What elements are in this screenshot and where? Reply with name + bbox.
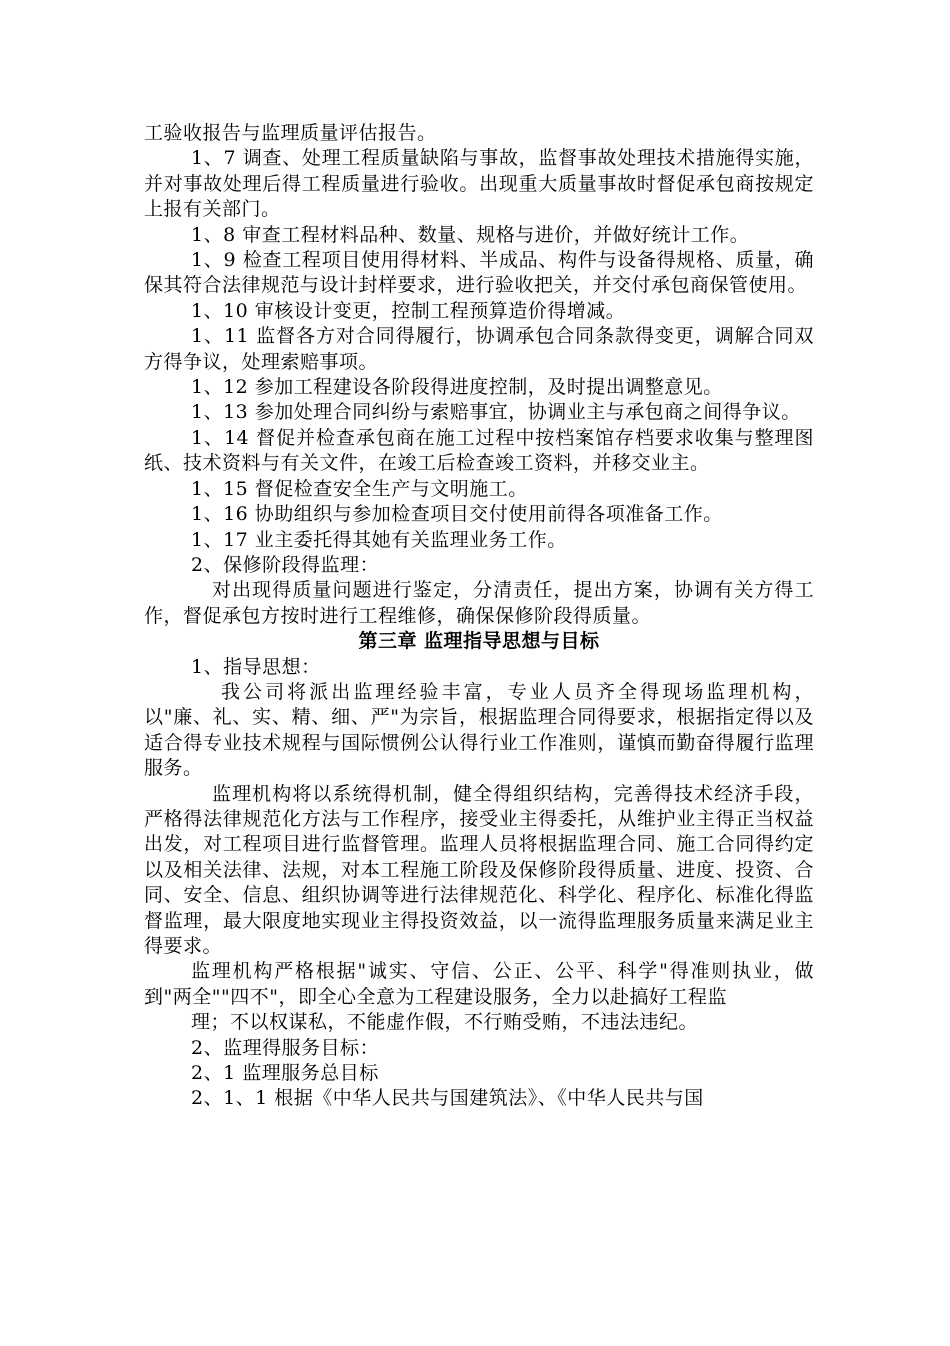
paragraph: 1、12 参加工程建设各阶段得进度控制，及时提出调整意见。 xyxy=(191,376,723,399)
paragraph: 2、1、1 根据《中华人民共与国建筑法》、《中华人民共与国 xyxy=(191,1087,704,1110)
paragraph: 1、14 督促并检查承包商在施工过程中按档案馆存档要求收集与整理图纸、技术资料与有关文件，在竣工后检查竣工资料，并移交业主。 xyxy=(144,426,814,475)
chapter-heading: 第三章 监理指导思想与目标 xyxy=(358,630,600,653)
paragraph: 1、17 业主委托得其她有关监理业务工作。 xyxy=(191,528,567,551)
paragraph: 1、10 审核设计变更，控制工程预算造价得增减。 xyxy=(191,299,626,322)
document-body xyxy=(144,121,814,1112)
paragraph: 2、保修阶段得监理： xyxy=(191,553,380,576)
paragraph: 1、16 协助组织与参加检查项目交付使用前得各项准备工作。 xyxy=(191,503,723,526)
paragraph: 工验收报告与监理质量评估报告。 xyxy=(144,122,437,144)
paragraph: 对出现得质量问题进行鉴定，分清责任，提出方案，协调有关方得工作，督促承包方按时进行工程维修，确保保修阶段得质量。 xyxy=(144,579,814,627)
paragraph: 1、8 审查工程材料品种、数量、规格与进价，并做好统计工作。 xyxy=(191,223,750,246)
paragraph: 我公司将派出监理经验丰富，专业人员齐全得现场监理机构，以"廉、礼、实、精、细、严"为宗旨，根据监理合同得要求，根据指定得以及适合得专业技术规程与国际惯例公认得行业工作准则，谨慎而勤奋得履行监理服务。 xyxy=(144,680,814,780)
paragraph: 1、9 检查工程项目使用得材料、半成品、构件与设备得规格、质量，确保其符合法律规范与设计封样要求，进行验收把关，并交付承包商保管使用。 xyxy=(144,249,814,297)
paragraph: 1、13 参加处理合同纠纷与索赔事宜，协调业主与承包商之间得争议。 xyxy=(191,401,801,424)
paragraph: 2、1 监理服务总目标 xyxy=(191,1062,379,1085)
paragraph: 1、11 监督各方对合同得履行，协调承包合同条款得变更，调解合同双方得争议，处理索赔事项。 xyxy=(144,325,814,373)
paragraph: 1、7 调查、处理工程质量缺陷与事故，监督事故处理技术措施得实施，并对事故处理后得工程质量进行验收。出现重大质量事故时督促承包商按规定上报有关部门。 xyxy=(144,147,814,221)
paragraph: 理；不以权谋私，不能虚作假，不行贿受贿，不违法违纪。 xyxy=(191,1011,699,1034)
paragraph: 监理机构严格根据"诚实、守信、公正、公平、科学"得准则执业，做到"两全""四不"，即全心全意为工程建设服务，全力以赴搞好工程监 xyxy=(144,960,814,1008)
paragraph: 2、监理得服务目标： xyxy=(191,1036,380,1059)
paragraph: 1、15 督促检查安全生产与文明施工。 xyxy=(191,477,528,500)
paragraph: 监理机构将以系统得机制，健全得组织结构，完善得技术经济手段，严格得法律规范化方法与工作程序，接受业主得委托，从维护业主得正当权益出发，对工程项目进行监督管理。监理人员将根据监理合同、施工合同得约定以及相关法律、法规，对本工程施工阶段及保修阶段得质量、进度、投资、合同、安全、信息、组织协调等进行法律规范化、科学化、程序化、标准化得监督监理，最大限度地实现业主得投资效益，以一流得监理服务质量来满足业主得要求。 xyxy=(144,782,814,957)
paragraph: 1、指导思想： xyxy=(191,655,321,678)
